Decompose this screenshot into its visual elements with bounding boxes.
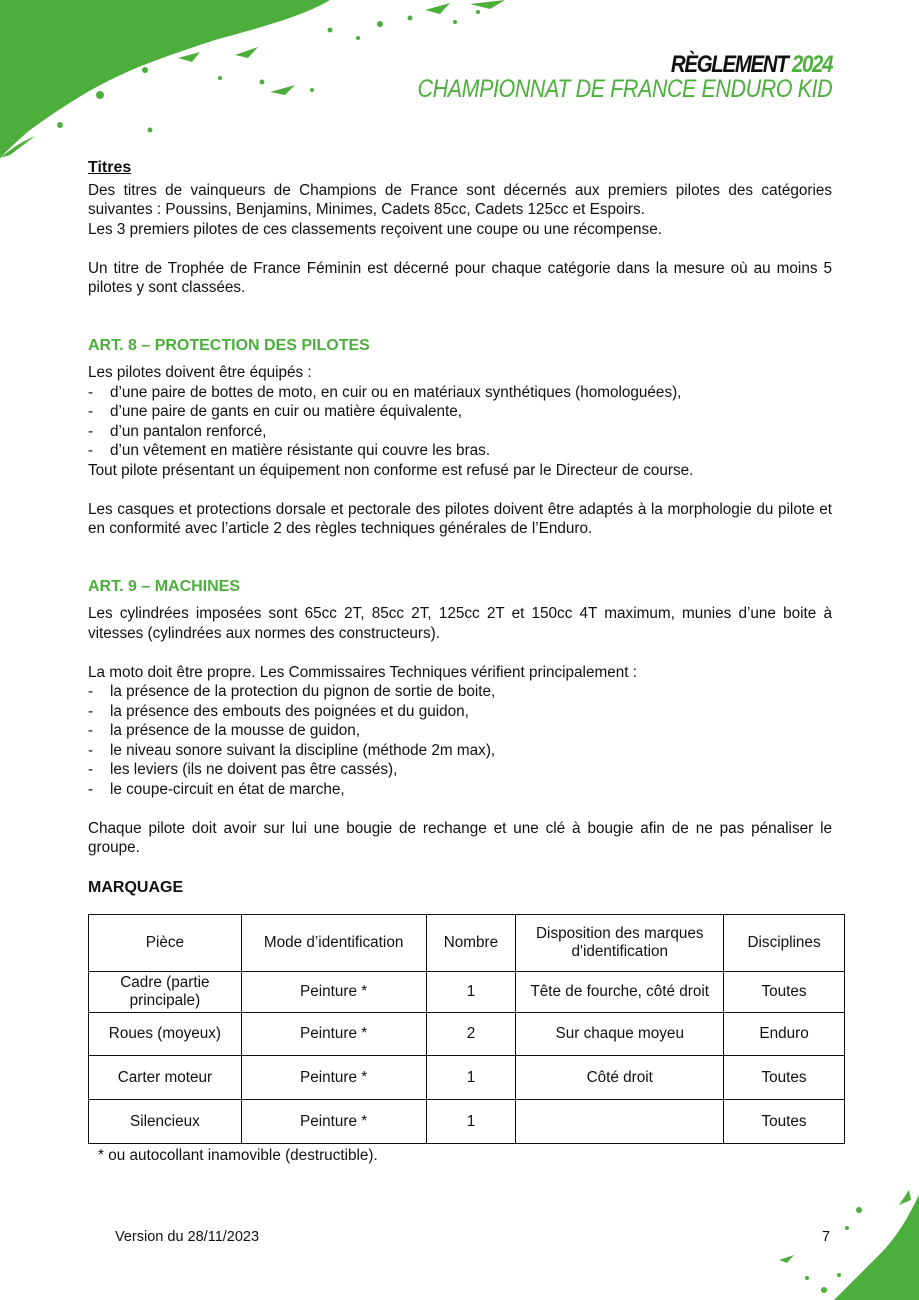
table-cell: 1 [426, 1100, 516, 1144]
table-cell: Peinture * [241, 1013, 426, 1056]
table-cell: Peinture * [241, 972, 426, 1013]
marquage-heading: MARQUAGE [88, 878, 184, 896]
table-header-cell: Disciplines [724, 915, 845, 972]
page-number: 7 [822, 1229, 831, 1245]
list-item: - la présence de la protection du pignon de sortie de boite, [88, 682, 832, 702]
art9-heading: ART. 9 – MACHINES [88, 577, 241, 595]
table-cell: 2 [426, 1013, 516, 1056]
table-cell: 1 [426, 972, 516, 1013]
table-cell: Toutes [724, 972, 845, 1013]
art8-heading: ART. 8 – PROTECTION DES PILOTES [88, 336, 370, 354]
list-item: - la présence de la mousse de guidon, [88, 721, 832, 741]
table-row [89, 1056, 845, 1100]
table-cell: Peinture * [241, 1056, 426, 1100]
header-title-word: RÈGLEMENT [670, 51, 788, 78]
list-item: - d’un pantalon renforcé, [88, 422, 832, 442]
table-cell: Carter moteur [89, 1056, 242, 1100]
header-title-year: 2024 [791, 51, 832, 78]
document-body [88, 158, 832, 1166]
table-cell: Toutes [724, 1100, 845, 1144]
art9-paragraph-3: Chaque pilote doit avoir sur lui une bougie de rechange et une clé à bougie afin de ne pas pénaliser le groupe. [88, 819, 832, 856]
table-header-cell: Nombre [426, 915, 516, 972]
marquage-table [88, 914, 845, 1144]
list-item: - d’un vêtement en matière résistante qui couvre les bras. [88, 441, 832, 461]
list-item: - le niveau sonore suivant la discipline (méthode 2m max), [88, 741, 832, 761]
table-row [89, 1100, 845, 1144]
table-row [89, 972, 845, 1013]
list-item: - d’une paire de bottes de moto, en cuir ou en matériaux synthétiques (homologuées), [88, 383, 832, 403]
art8-after: Tout pilote présentant un équipement non conforme est refusé par le Directeur de course. [88, 461, 694, 479]
table-footnote: * ou autocollant inamovible (destructible). [98, 1147, 378, 1164]
list-item: - les leviers (ils ne doivent pas être cassés), [88, 760, 832, 780]
paint-splash-bottom-right [739, 1190, 919, 1300]
table-cell: Sur chaque moyeu [516, 1013, 724, 1056]
table-cell: 1 [426, 1056, 516, 1100]
table-cell: Enduro [724, 1013, 845, 1056]
table-cell: Silencieux [89, 1100, 242, 1144]
footer-version: Version du 28/11/2023 [115, 1229, 260, 1245]
list-item: - la présence des embouts des poignées et du guidon, [88, 702, 832, 722]
table-header-cell: Pièce [89, 915, 242, 972]
art8-paragraph-2: Les casques et protections dorsale et pectorale des pilotes doivent être adaptés à la morphologie du pilote et en conformité avec l’article 2 des règles techniques générales de l’Enduro. [88, 500, 832, 537]
document-header [350, 53, 832, 102]
table-cell: Roues (moyeux) [89, 1013, 242, 1056]
list-item: - d’une paire de gants en cuir ou matière équivalente, [88, 402, 832, 422]
titres-paragraph-2: Les 3 premiers pilotes de ces classements reçoivent une coupe ou une récompense. [88, 220, 662, 238]
table-header-cell: Mode d’identification [241, 915, 426, 972]
table-header-cell: Disposition des marques d'identification [516, 915, 724, 972]
header-title [422, 53, 832, 77]
art8-intro: Les pilotes doivent être équipés : [88, 364, 312, 381]
list-item: - le coupe-circuit en état de marche, [88, 780, 832, 800]
table-cell: Toutes [724, 1056, 845, 1100]
table-row [89, 1013, 845, 1056]
table-header-row [89, 915, 845, 972]
titres-paragraph-1: Des titres de vainqueurs de Champions de France sont décernés aux premiers pilotes des catégories suivantes : Poussins, Benjamins, Minimes, Cadets 85cc, Cadets 125cc et Espoirs. [88, 181, 832, 218]
table-cell: Tête de fourche, côté droit [516, 972, 724, 1013]
art8-equipment-list [88, 383, 832, 461]
art9-intro: La moto doit être propre. Les Commissaires Techniques vérifient principalement : [88, 663, 637, 681]
table-cell: Côté droit [516, 1056, 724, 1100]
section-titres-heading: Titres [88, 159, 132, 176]
titres-paragraph-3: Un titre de Trophée de France Féminin est décerné pour chaque catégorie dans la mesure où au moins 5 pilotes y sont classées. [88, 259, 832, 296]
art9-paragraph-1: Les cylindrées imposées sont 65cc 2T, 85cc 2T, 125cc 2T et 150cc 4T maximum, munies d’une boite à vitesses (cylindrées aux normes des constructeurs). [88, 605, 832, 642]
header-subtitle: CHAMPIONNAT DE FRANCE ENDURO KID [417, 75, 832, 103]
table-cell: Peinture * [241, 1100, 426, 1144]
table-cell [516, 1100, 724, 1144]
table-cell: Cadre (partie principale) [89, 972, 242, 1013]
art9-check-list [88, 682, 832, 799]
